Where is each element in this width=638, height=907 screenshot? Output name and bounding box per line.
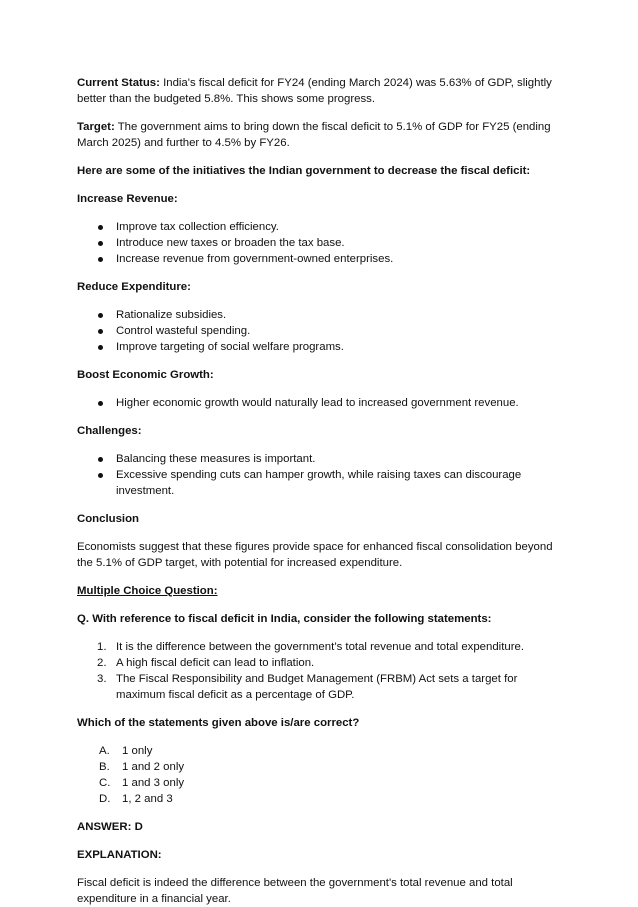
- target-label: Target:: [77, 121, 115, 133]
- bullet-icon: [98, 457, 103, 462]
- option-item: [77, 791, 562, 807]
- mcq-heading: Multiple Choice Question:: [77, 585, 218, 597]
- mcq-statements-list: [77, 639, 562, 703]
- target-text: The government aims to bring down the fiscal deficit to 5.1% of GDP for FY25 (ending March 2025) and further to 4.5% by FY26.: [77, 121, 551, 149]
- option-letter: B.: [99, 761, 110, 773]
- challenges-heading: Challenges:: [77, 425, 142, 437]
- bullet-icon: [98, 313, 103, 318]
- current-status-text: India's fiscal deficit for FY24 (ending March 2024) was 5.63% of GDP, slightly better than the budgeted 5.8%. This shows some progress.: [77, 77, 552, 105]
- list-item: [77, 251, 562, 267]
- option-text: 1 and 3 only: [122, 777, 185, 789]
- list-item-text: Improve targeting of social welfare programs.: [116, 341, 344, 353]
- explanation-heading: EXPLANATION:: [77, 849, 162, 861]
- option-item: [77, 775, 562, 791]
- increase-revenue-list: [77, 219, 562, 267]
- conclusion-text: Economists suggest that these figures provide space for enhanced fiscal consolidation beyond the 5.1% of GDP target, with potential for increased expenditure.: [77, 541, 553, 569]
- option-text: 1 only: [122, 745, 153, 757]
- option-letter: A.: [99, 745, 110, 757]
- list-item-text: Balancing these measures is important.: [116, 453, 316, 465]
- list-item-text: Excessive spending cuts can hamper growth, while raising taxes can discourage investment.: [116, 469, 522, 497]
- mcq-options-list: [77, 743, 562, 807]
- bullet-icon: [98, 241, 103, 246]
- list-item: [77, 467, 562, 499]
- list-item-text: Control wasteful spending.: [116, 325, 251, 337]
- statement-item: [77, 639, 562, 655]
- bullet-icon: [98, 329, 103, 334]
- answer-line: ANSWER: D: [77, 821, 143, 833]
- list-item-text: Higher economic growth would naturally lead to increased government revenue.: [116, 397, 519, 409]
- statement-text: It is the difference between the government’s total revenue and total expenditure.: [116, 641, 525, 653]
- option-text: 1 and 2 only: [122, 761, 185, 773]
- list-item-text: Introduce new taxes or broaden the tax base.: [116, 237, 345, 249]
- bullet-icon: [98, 257, 103, 262]
- challenges-list: [77, 451, 562, 499]
- list-item: [77, 307, 562, 323]
- statement-item: [77, 671, 562, 703]
- option-letter: C.: [99, 777, 111, 789]
- list-item-text: Rationalize subsidies.: [116, 309, 227, 321]
- current-status-label: Current Status:: [77, 77, 160, 89]
- statement-number: 1.: [97, 641, 107, 653]
- list-item-text: Improve tax collection efficiency.: [116, 221, 279, 233]
- bullet-icon: [98, 345, 103, 350]
- statement-text: The Fiscal Responsibility and Budget Management (FRBM) Act sets a target for maximum fiscal deficit as a percentage of GDP.: [116, 673, 518, 701]
- statement-text: A high fiscal deficit can lead to inflation.: [116, 657, 315, 669]
- list-item: [77, 395, 562, 411]
- boost-growth-list: [77, 395, 562, 411]
- explanation-text: Fiscal deficit is indeed the difference between the government's total revenue and total expenditure in a financial year.: [77, 877, 513, 905]
- bullet-icon: [98, 401, 103, 406]
- conclusion-heading: Conclusion: [77, 513, 140, 525]
- option-item: [77, 743, 562, 759]
- statement-item: [77, 655, 562, 671]
- initiatives-heading: Here are some of the initiatives the Indian government to decrease the fiscal deficit:: [77, 165, 531, 177]
- list-item: [77, 219, 562, 235]
- list-item-text: Increase revenue from government-owned enterprises.: [116, 253, 394, 265]
- reduce-expenditure-list: [77, 307, 562, 355]
- list-item: [77, 323, 562, 339]
- mcq-prompt: Which of the statements given above is/are correct?: [77, 717, 360, 729]
- option-item: [77, 759, 562, 775]
- option-text: 1, 2 and 3: [122, 793, 173, 805]
- bullet-icon: [98, 473, 103, 478]
- option-letter: D.: [99, 793, 111, 805]
- list-item: [77, 451, 562, 467]
- boost-growth-heading: Boost Economic Growth:: [77, 369, 214, 381]
- list-item: [77, 235, 562, 251]
- current-status-paragraph: [77, 75, 562, 107]
- list-item: [77, 339, 562, 355]
- reduce-expenditure-heading: Reduce Expenditure:: [77, 281, 191, 293]
- target-paragraph: [77, 119, 562, 151]
- mcq-question: Q. With reference to fiscal deficit in India, consider the following statements:: [77, 613, 492, 625]
- statement-number: 2.: [97, 657, 107, 669]
- bullet-icon: [98, 225, 103, 230]
- statement-number: 3.: [97, 673, 107, 685]
- increase-revenue-heading: Increase Revenue:: [77, 193, 178, 205]
